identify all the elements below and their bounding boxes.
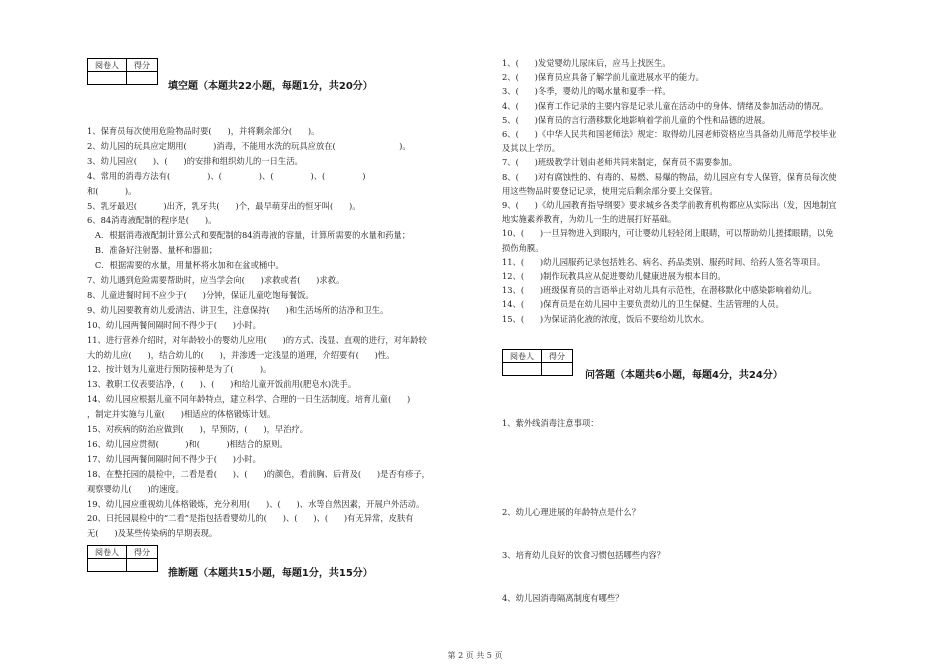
score-box-judge [87,545,158,572]
fill-question-line: 16、幼儿园应贯彻( )和( )相结合的原则。 [87,438,288,449]
score-cell[interactable] [127,559,158,572]
fill-question-line: 18、在整托园的晨检中，二看是看( )、( )的颜色，看前胸、后背及( )是否有疹子， [87,468,430,479]
fill-question-line: 12、按计划为儿童进行预防接种是为了( )。 [87,364,272,375]
judge-question-line: 3、( )冬季，婴幼儿的喝水量和夏季一样。 [502,86,671,97]
score-label: 得分 [127,546,158,559]
reviewer-cell[interactable] [88,559,127,572]
fill-question-line: A．根据消毒液配制计算公式和要配制的84消毒液的容量，计算所需要的水量和药量； [87,230,411,241]
judge-question-line: 11、( )幼儿园服药记录包括姓名、病名、药品类别、服药时间、给药人签名等项目。 [502,256,826,267]
score-box-fill [87,58,158,85]
score-cell[interactable] [127,72,158,85]
fill-question-line: 3、幼儿园应( )、( )的安排和组织幼儿的一日生活。 [87,155,303,166]
qa-section-title: 问答题（本题共6小题，每题4分，共24分） [585,370,783,381]
judge-question-line: 13、( )班级保育员的言语举止对幼儿具有示范性，在潜移默化中感染影响着幼儿。 [502,285,817,296]
score-label: 得分 [127,59,158,72]
fill-question-line: 7、幼儿遇到危险需要帮助时，应当学会向( )求救或者( )求救。 [87,275,345,285]
fill-question-line: ，制定并实施与儿童( )相适应的体格锻炼计划。 [87,409,276,420]
judge-question-line: 12、( )制作玩教具应从促进婴幼儿健康进展为根本目的。 [502,271,726,281]
fill-question-line: 15、对疾病的防治应做到( )，早预防，( )，早治疗。 [87,424,309,434]
page-footer: 第 2 页 共 5 页 [447,651,503,660]
judge-question-line: 及其以上学历。 [502,143,561,154]
score-box-qa [502,349,573,376]
reviewer-label: 阅卷人 [88,59,127,72]
fill-question-line: 1、保育员每次使用危险物品时要( )，并将剩余部分( )。 [87,126,320,136]
judge-question-line: 损伤角膜。 [502,242,544,253]
judge-question-line: 2、( )保育员应具备了解学前儿童进展水平的能力。 [502,72,704,83]
fill-question-line: 9、幼儿园要教育幼儿爱清洁、讲卫生，注意保持( )和生活场所的洁净和卫生。 [87,304,389,315]
qa-question-1: 1、紫外线消毒注意事项： [502,418,599,428]
judge-question-line: 14、( )保育员是在幼儿园中主要负责幼儿的卫生保健、生活管理的人员。 [502,299,784,310]
fill-question-line: 4、常用的消毒方法有( )、( )、( )、( ) [87,170,366,181]
judge-question-line: 用这些物品时要登记记录，使用完后剩余部分要上交保管。 [502,185,718,196]
reviewer-label: 阅卷人 [88,546,127,559]
judge-question-line: 1、( )发觉婴幼儿尿床后，应马上找医生。 [502,58,671,68]
fill-question-line: 20、日托园晨检中的“二看”是指包括看婴幼儿的( )、( )、( )有无异常，皮肤有 [87,513,414,524]
fill-question-line: 无( )及某些传染病的早期表现。 [87,528,218,539]
fill-question-line: 14、幼儿园应根据儿童不同年龄特点，建立科学、合理的一日生活制度。培育儿童( ) [87,394,411,405]
reviewer-label: 阅卷人 [503,350,542,363]
judge-question-line: 4、( )保育工作记录的主要内容是记录儿童在活动中的身体、情绪及参加活动的情况。 [502,100,829,111]
judge-question-line: 5、( )保育员的言行潜移默化地影响着学前儿童的个性和品德的进展。 [502,114,771,125]
fill-question-line: 大的幼儿应( )，结合幼儿的( )，并渗透一定浅显的道理，介绍要有( )性。 [87,349,395,360]
fill-question-line: 6、84消毒液配制的程序是( )。 [87,215,217,226]
score-cell[interactable] [542,363,573,376]
fill-question-line: 8、儿童进餐时间不应少于( )分钟，保证儿童吃饱每餐饭。 [87,289,314,300]
qa-question-4: 4、幼儿园消毒隔离制度有哪些？ [502,593,624,603]
judge-question-line: 7、( )班级教学计划由老师共同来制定，保育员不需要参加。 [502,157,738,168]
qa-question-3: 3、培育幼儿良好的饮食习惯包括哪些内容？ [502,550,665,560]
fill-question-line: 和( )。 [87,185,137,196]
score-label: 得分 [542,350,573,363]
qa-question-2: 2、幼儿心理进展的年龄特点是什么？ [502,507,641,517]
fill-question-line: 观察婴幼儿( )的速度。 [87,483,184,494]
fill-question-line: 10、幼儿园两餐间隔时间不得少于( )小时。 [87,319,261,330]
reviewer-cell[interactable] [503,363,542,376]
judge-question-line: 10、( )一旦异物进入到眼内，可让婴幼儿轻轻闭上眼睛，可以帮助幼儿搓揉眼睛，以免 [502,228,834,239]
fill-question-line: 2、幼儿园的玩具应定期用( )消毒，不能用水洗的玩具应放在( )。 [87,140,411,151]
judge-question-line: 15、( )为保证消化液的浓度，饭后不要给幼儿饮水。 [502,313,710,324]
judge-question-line: 8、( )对有腐蚀性的、有毒的、易燃、易爆的物品，幼儿园应有专人保管，保育员每次使 [502,171,837,182]
fill-question-line: 5、乳牙最迟( )出齐，乳牙共( )个，最早萌芽出的恒牙叫( )。 [87,200,361,211]
judge-question-line: 6、( )《中华人民共和国老师法》规定：取得幼儿园老师资格应当具备幼儿师范学校毕业 [502,129,837,139]
reviewer-cell[interactable] [88,72,127,85]
fill-question-line: 11、进行营养介绍时，对年龄较小的婴幼儿应用( )的方式、浅显、直观的进行，对年龄较 [87,334,427,345]
fill-question-line: 13、教职工仪表要洁净，( )、( )和给儿童开饭前用(肥皂水)洗手。 [87,379,357,390]
fill-question-line: 17、幼儿园两餐间隔时间不得少于( )小时。 [87,453,261,464]
fill-question-line: 19、幼儿园应重视幼儿体格锻炼，充分利用( )、( )、水等自然因素，开展户外活动。 [87,498,425,509]
judge-section-title: 推断题（本题共15小题，每题1分，共15分） [168,568,373,579]
fill-question-line: B．准备好注射器、量杯和器皿； [87,245,218,256]
fill-question-line: C．根据需要的水量，用量杯将水加和在盆或桶中。 [87,260,284,271]
fill-section-title: 填空题（本题共22小题，每题1分，共20分） [168,81,373,92]
judge-question-line: 地实施素养教育，为幼儿一生的进展打好基础。 [502,214,677,225]
judge-question-line: 9、( )《幼儿园教育指导纲要》要求城乡各类学前教育机构都应从实际出（发，因地制宜 [502,200,837,210]
